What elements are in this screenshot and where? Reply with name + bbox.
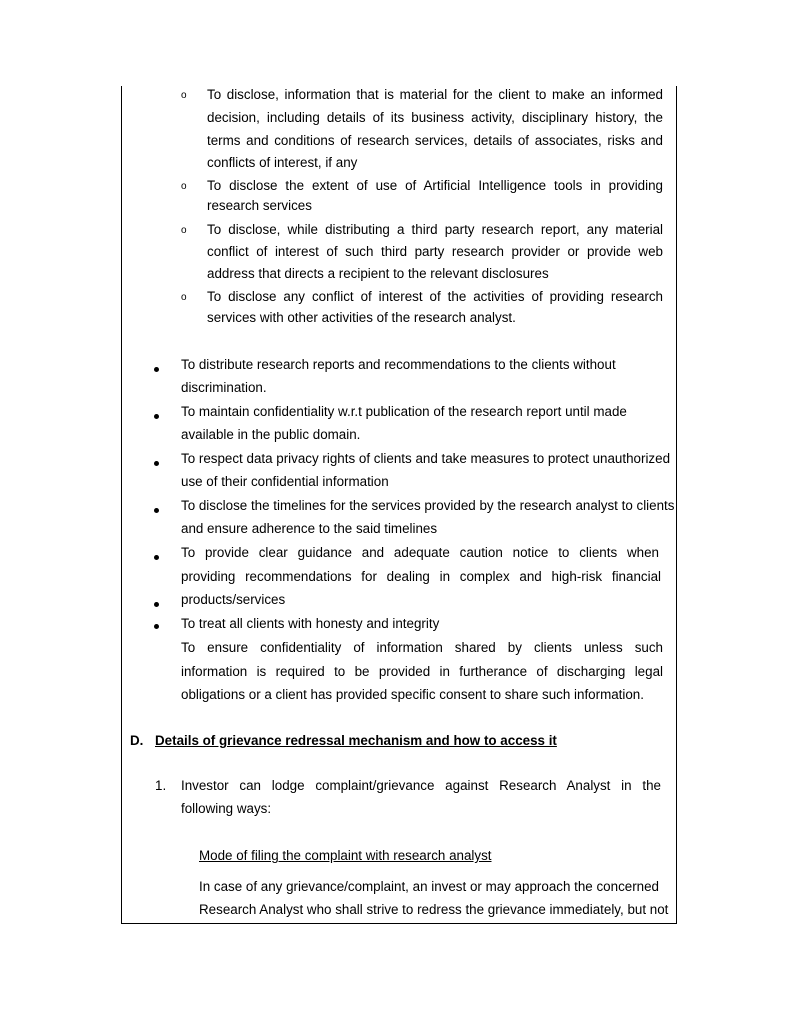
item-1-line-2: following ways: xyxy=(181,801,272,816)
bullet-line-15: obligations or a client has provided specific consent to share such information. xyxy=(181,687,644,702)
section-d-heading: Details of grievance redressal mechanism and how to access it xyxy=(155,733,557,748)
sub-bullet-1-line-2: decision, including details of its business activity, disciplinary history, the xyxy=(207,110,663,125)
sub-bullet-2-line-1: To disclose the extent of use of Artificial Intelligence tools in providing xyxy=(207,178,663,193)
bullet-line-7: To disclose the timelines for the services provided by the research analyst to clients xyxy=(181,498,675,513)
mode-line-2: Research Analyst who shall strive to redress the grievance immediately, but not xyxy=(199,902,669,917)
bullet-dot-icon xyxy=(154,555,159,560)
sub-bullet-2-line-2: research services xyxy=(207,198,312,213)
sub-bullet-1-line-4: conflicts of interest, if any xyxy=(207,155,358,170)
bullet-line-1: To distribute research reports and recommendations to the clients without xyxy=(181,357,616,372)
sub-bullet-1-line-3: terms and conditions of research services, details of associates, risks and xyxy=(207,133,663,148)
mode-line-1: In case of any grievance/complaint, an invest or may approach the concerned xyxy=(199,879,660,894)
bullet-line-8: and ensure adherence to the said timelines xyxy=(181,521,438,536)
circle-bullet-icon: o xyxy=(181,181,187,192)
bullet-dot-icon xyxy=(154,624,159,629)
bullet-line-10: providing recommendations for dealing in complex and high-risk financial xyxy=(181,569,661,584)
circle-bullet-icon: o xyxy=(181,90,187,101)
bullet-dot-icon xyxy=(154,461,159,466)
bullet-line-9: To provide clear guidance and adequate caution notice to clients when xyxy=(181,545,659,560)
sub-bullet-4-line-1: To disclose any conflict of interest of the activities of providing research xyxy=(207,289,663,304)
bullet-line-6: use of their confidential information xyxy=(181,474,389,489)
bullet-line-11: products/services xyxy=(181,592,286,607)
bullet-line-5: To respect data privacy rights of clients and take measures to protect unauthorized xyxy=(181,451,671,466)
mode-heading: Mode of filing the complaint with research analyst xyxy=(199,848,492,863)
bullet-dot-icon xyxy=(154,367,159,372)
sub-bullet-3-line-2: conflict of interest of such third party research provider or provide web xyxy=(207,244,663,259)
sub-bullet-3-line-3: address that directs a recipient to the relevant disclosures xyxy=(207,266,549,281)
section-d-letter: D. xyxy=(130,733,144,748)
circle-bullet-icon: o xyxy=(181,292,187,303)
bullet-line-2: discrimination. xyxy=(181,380,267,395)
bullet-line-4: available in the public domain. xyxy=(181,427,361,442)
sub-bullet-3-line-1: To disclose, while distributing a third party research report, any material xyxy=(207,222,663,237)
bullet-dot-icon xyxy=(154,414,159,419)
item-1-line-1: Investor can lodge complaint/grievance against Research Analyst in the xyxy=(181,778,661,793)
bullet-line-13: To ensure confidentiality of information shared by clients unless such xyxy=(181,640,663,655)
bullet-line-3: To maintain confidentiality w.r.t publication of the research report until made xyxy=(181,404,627,419)
item-1-number: 1. xyxy=(155,778,167,793)
bullet-dot-icon xyxy=(154,508,159,513)
bullet-line-12: To treat all clients with honesty and integrity xyxy=(181,616,440,631)
sub-bullet-4-line-2: services with other activities of the research analyst. xyxy=(207,310,516,325)
bullet-dot-icon xyxy=(154,602,159,607)
sub-bullet-1-line-1: To disclose, information that is material for the client to make an informed xyxy=(207,87,663,102)
circle-bullet-icon: o xyxy=(181,225,187,236)
bullet-line-14: information is required to be provided in furtherance of discharging legal xyxy=(181,664,663,679)
